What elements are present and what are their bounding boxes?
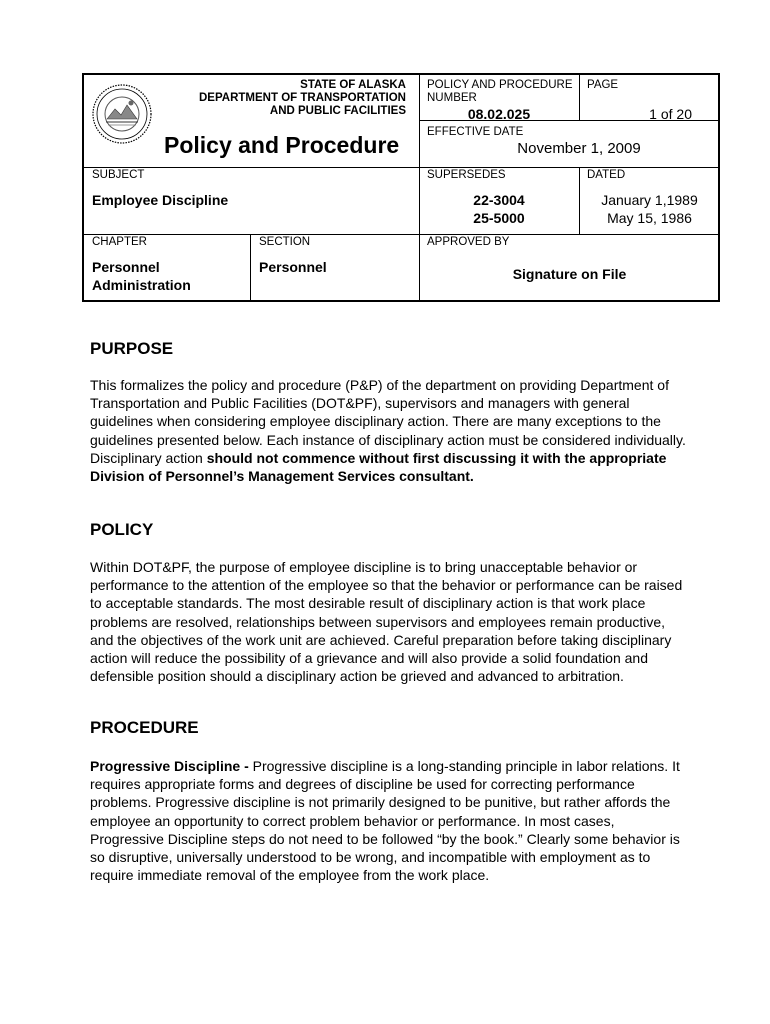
progressive-discipline-label: Progressive Discipline - bbox=[90, 758, 249, 774]
effective-date-value: November 1, 2009 bbox=[517, 140, 641, 157]
page-value: 1 of 20 bbox=[649, 106, 692, 122]
divider bbox=[84, 234, 720, 235]
supersedes-number: 22-3004 bbox=[473, 192, 525, 208]
dated-value: May 15, 1986 bbox=[607, 210, 692, 226]
page-label: PAGE bbox=[587, 79, 619, 91]
chapter-line: Personnel bbox=[92, 259, 160, 275]
state-seal-icon bbox=[91, 83, 153, 145]
supersedes-number: 25-5000 bbox=[473, 210, 525, 226]
supersedes-label: SUPERSEDES bbox=[427, 169, 506, 181]
agency-name bbox=[156, 79, 406, 118]
doc-type-title: Policy and Procedure bbox=[164, 132, 400, 158]
divider bbox=[250, 234, 251, 302]
effective-date-label: EFFECTIVE DATE bbox=[427, 126, 524, 138]
divider bbox=[84, 167, 720, 168]
policy-paragraph: Within DOT&PF, the purpose of employee discipline is to bring unacceptable behavior or performance to the attention of the employee so that the behavior or performance can be raised to acceptable standards. The most desirable result of disciplinary action is that work place problems are resolved, relationships between supervisors and employees remain productive, and the objectives of the work unit are achieved. Careful preparation before taking disciplinary action will reduce the possibility of a grievance and will also provide a solid foundation and defensible position should a disciplinary action be grieved and advanced to arbitration. bbox=[90, 559, 683, 685]
subject-value: Employee Discipline bbox=[92, 192, 229, 208]
supersedes-values bbox=[419, 191, 579, 227]
chapter-line: Administration bbox=[92, 277, 191, 293]
chapter-label: CHAPTER bbox=[92, 236, 147, 248]
agency-line: STATE OF ALASKA bbox=[300, 79, 406, 91]
header-table bbox=[82, 73, 720, 302]
purpose-bold-text: should not commence without first discussing it with the appropriate Division of Personnel’s Management Services consultant. bbox=[90, 449, 667, 485]
subject-label: SUBJECT bbox=[92, 169, 145, 181]
purpose-heading: PURPOSE bbox=[90, 339, 174, 358]
dated-value: January 1,1989 bbox=[601, 192, 698, 208]
divider bbox=[579, 75, 580, 120]
agency-line: DEPARTMENT OF TRANSPORTATION bbox=[199, 92, 406, 104]
procedure-heading: PROCEDURE bbox=[90, 718, 199, 737]
approved-by-label: APPROVED BY bbox=[427, 236, 510, 248]
procedure-paragraph bbox=[90, 757, 690, 884]
label-line: POLICY AND PROCEDURE bbox=[427, 79, 573, 91]
procedure-text: Progressive discipline is a long-standing principle in labor relations. It requires appropriate forms and degrees of discipline be used for correcting performance problems. Progressive discipline is not primarily designed to be punitive, but rather affords the employee an opportunity to correct problem behavior or performance. In most cases, Progressive Discipline steps do not need to be followed “by the book.” Clearly some behavior is so disruptive, universally understood to be wrong, and incompatible with employment as to require immediate removal of the employee from the work place. bbox=[90, 758, 680, 884]
policy-heading: POLICY bbox=[90, 520, 154, 539]
purpose-paragraph bbox=[90, 376, 690, 485]
chapter-value bbox=[92, 258, 191, 294]
section-label: SECTION bbox=[259, 236, 311, 248]
purpose-text: This formalizes the policy and procedure (P&P) of the department on providing Department of Transportation and Public Facilities (DOT&PF), supervisors and managers with general guidelines when considering employee disciplinary action. There are many exceptions to the guidelines presented below. Each instance of disciplinary action must be considered individually. Disciplinary action bbox=[90, 377, 686, 466]
approved-by-value: Signature on File bbox=[512, 266, 627, 282]
pp-number-label bbox=[427, 79, 573, 105]
dated-values bbox=[579, 191, 720, 227]
dated-label: DATED bbox=[587, 169, 626, 181]
pp-number: 08.02.025 bbox=[467, 106, 531, 122]
agency-line: AND PUBLIC FACILITIES bbox=[269, 105, 406, 117]
label-line: NUMBER bbox=[427, 92, 477, 104]
section-value: Personnel bbox=[259, 259, 327, 275]
